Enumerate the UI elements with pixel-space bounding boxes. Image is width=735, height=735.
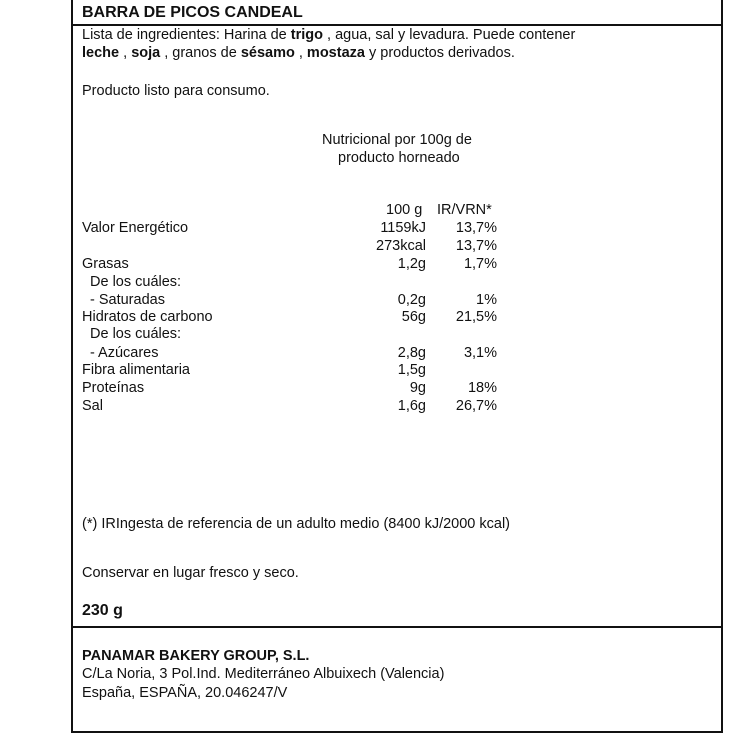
row-ir: 21,5%	[455, 309, 497, 325]
ingredients-prefix: Lista de ingredientes: Harina de	[82, 27, 291, 43]
row-label: De los cuáles:	[90, 326, 182, 342]
row-ir: 1,7%	[463, 256, 497, 272]
col-header-100g: 100 g	[386, 202, 423, 218]
allergen-mostaza: mostaza	[306, 45, 365, 61]
sep: , granos de	[160, 45, 241, 61]
row-value: 1159kJ	[380, 220, 426, 236]
company-name: PANAMAR BAKERY GROUP, S.L.	[82, 648, 310, 664]
row-ir: 26,7%	[455, 398, 497, 414]
row-value: 1,2g	[397, 256, 426, 272]
row-label: - Saturadas	[90, 292, 165, 308]
row-ir: 13,7%	[455, 220, 497, 236]
nutrition-header-line-1: Nutricional por 100g de	[322, 132, 472, 148]
row-label: - Azúcares	[90, 345, 159, 361]
row-label: Proteínas	[82, 380, 145, 396]
row-value: 1,6g	[397, 398, 426, 414]
company-address: C/La Noria, 3 Pol.Ind. Mediterráneo Albuixech (Valencia)	[82, 666, 445, 682]
row-ir: 13,7%	[455, 238, 497, 254]
row-label: Fibra alimentaria	[82, 362, 190, 378]
row-ir: 18%	[467, 380, 497, 396]
row-label: Sal	[82, 398, 103, 414]
sep: ,	[119, 45, 132, 61]
row-ir: 1%	[476, 292, 497, 308]
row-value: 0,2g	[397, 292, 426, 308]
row-label: De los cuáles:	[90, 274, 182, 290]
row-label: Hidratos de carbono	[82, 309, 213, 325]
product-title: BARRA DE PICOS CANDEAL	[82, 4, 303, 21]
nutrition-footnote: (*) IRIngesta de referencia de un adulto medio (8400 kJ/2000 kcal)	[82, 516, 510, 532]
row-value: 56g	[401, 309, 426, 325]
storage-text: Conservar en lugar fresco y seco.	[82, 565, 299, 581]
row-value: 1,5g	[397, 362, 426, 378]
net-weight: 230 g	[82, 602, 123, 619]
allergen-sesamo: sésamo	[240, 45, 295, 61]
ingredients-line-1	[82, 26, 575, 44]
row-label: Grasas	[82, 256, 129, 272]
row-label: Valor Energético	[82, 220, 189, 236]
col-header-ir: IR/VRN*	[437, 202, 492, 218]
sep: ,	[294, 45, 307, 61]
ingredient-trigo: trigo	[290, 27, 323, 43]
row-value: 2,8g	[397, 345, 426, 361]
row-value: 273kcal	[376, 238, 426, 254]
row-value: 9g	[409, 380, 426, 396]
ingredients-line-2	[82, 44, 515, 62]
allergen-soja: soja	[131, 45, 161, 61]
company-country: España, ESPAÑA, 20.046247/V	[82, 685, 288, 701]
row-ir: 3,1%	[463, 345, 497, 361]
ingredients-mid: , agua, sal y levadura. Puede contener	[323, 27, 576, 43]
allergen-leche: leche	[82, 45, 120, 61]
ingredients-end: y productos derivados.	[364, 45, 515, 61]
ready-text: Producto listo para consumo.	[82, 83, 270, 99]
nutrition-header-line-2: producto horneado	[338, 150, 460, 166]
company-divider	[73, 626, 721, 628]
